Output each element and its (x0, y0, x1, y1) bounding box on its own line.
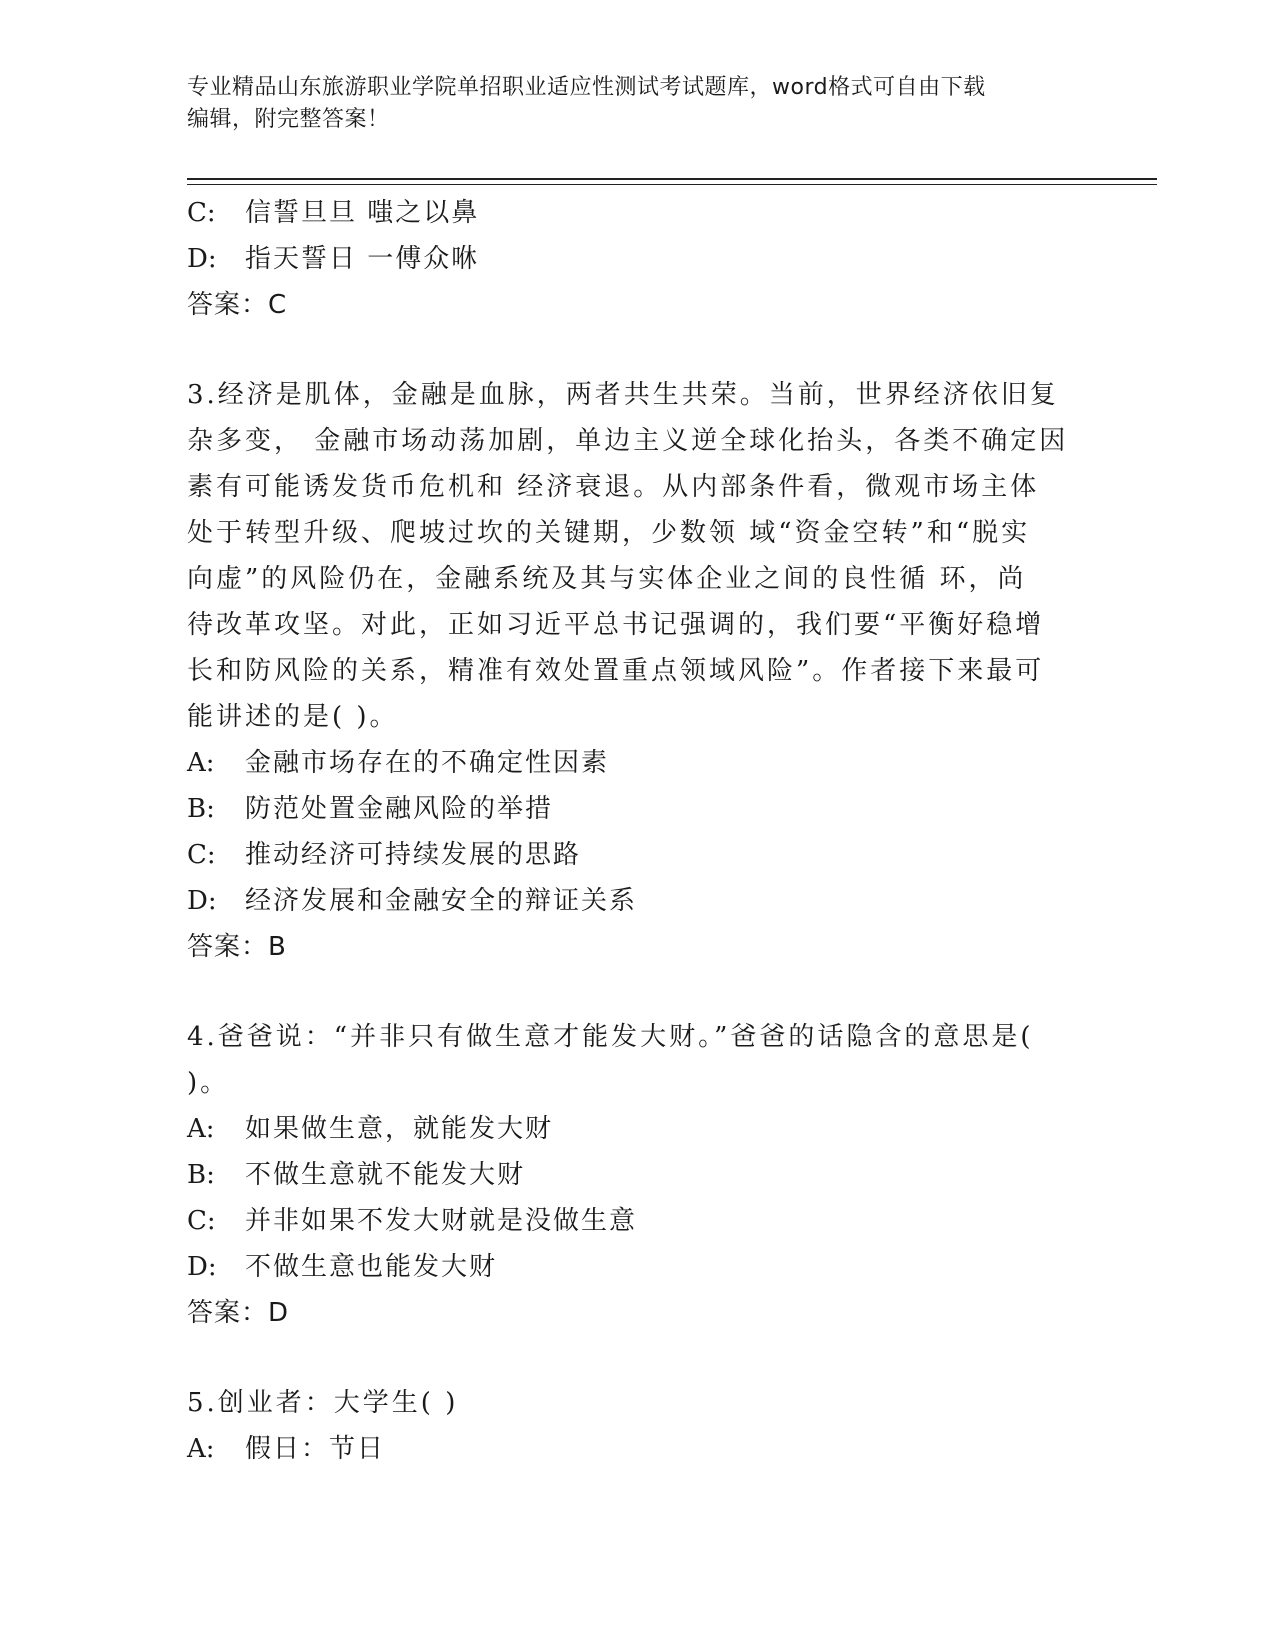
answer-line: 答案：D (187, 1298, 290, 1328)
option-text: 如果做生意，就能发大财 (245, 1114, 554, 1144)
option-key: D: (187, 1252, 217, 1282)
option-key: C: (187, 1206, 216, 1236)
option-key: A: (187, 1114, 215, 1144)
header-divider-thick (187, 178, 1157, 180)
option-c (187, 832, 1087, 878)
option-text: 推动经济可持续发展的思路 (245, 840, 582, 870)
partial-question (187, 190, 1087, 328)
option-key: B: (187, 794, 215, 824)
question-stem (187, 372, 1087, 740)
answer-line: 答案：C (187, 290, 288, 320)
option-text: 不做生意也能发大财 (245, 1252, 498, 1282)
spacer (187, 1336, 1087, 1380)
option-b (187, 786, 1087, 832)
header-line-1: 专业精品山东旅游职业学院单招职业适应性测试考试题库，word格式可自由下载 (187, 75, 986, 100)
option-a (187, 1106, 1087, 1152)
question-text-line: 能讲述的是( )。 (187, 702, 399, 732)
question-text-line: 3.经济是肌体，金融是血脉，两者共生共荣。当前，世界经济依旧复 (187, 380, 1059, 410)
option-text: 金融市场存在的不确定性因素 (245, 748, 610, 778)
option-d (187, 236, 1087, 282)
option-key: B: (187, 1160, 215, 1190)
option-text: 防范处置金融风险的举措 (245, 794, 554, 824)
question-text-line: 长和防风险的关系，精准有效处置重点领域风险”。作者接下来最可 (187, 656, 1045, 686)
answer-line: 答案：B (187, 932, 287, 962)
option-key: C: (187, 840, 216, 870)
option-text: 信誓旦旦 嗤之以鼻 (245, 198, 480, 228)
question-stem (187, 1380, 1087, 1426)
header-line-2: 编辑，附完整答案！ (187, 107, 390, 132)
header-divider-thin (187, 184, 1157, 185)
question-5 (187, 1380, 1087, 1472)
option-b (187, 1152, 1087, 1198)
option-key: A: (187, 748, 215, 778)
spacer (187, 970, 1087, 1014)
document-header (187, 72, 1067, 136)
option-key: D: (187, 244, 217, 274)
option-key: C: (187, 198, 216, 228)
question-text-line: 向虚”的风险仍在，金融系统及其与实体企业之间的良性循 环，尚 (187, 564, 1027, 594)
question-text-line: 4.爸爸说：“并非只有做生意才能发大财。”爸爸的话隐含的意思是( (187, 1022, 1034, 1052)
option-c (187, 190, 1087, 236)
question-text-line: 待改革攻坚。对此，正如习近平总书记强调的，我们要“平衡好稳增 (187, 610, 1045, 640)
option-d (187, 878, 1087, 924)
option-text: 假日：节日 (245, 1434, 386, 1464)
question-text-line: )。 (187, 1068, 230, 1098)
question-text-line: 处于转型升级、爬坡过坎的关键期，少数领 域“资金空转”和“脱实 (187, 518, 1031, 548)
option-text: 指天誓日 一傅众咻 (245, 244, 480, 274)
question-3 (187, 372, 1087, 970)
question-text-line: 素有可能诱发货币危机和 经济衰退。从内部条件看，微观市场主体 (187, 472, 1040, 502)
option-c (187, 1198, 1087, 1244)
option-a (187, 740, 1087, 786)
option-d (187, 1244, 1087, 1290)
option-text: 经济发展和金融安全的辩证关系 (245, 886, 638, 916)
option-key: A: (187, 1434, 215, 1464)
question-stem (187, 1014, 1087, 1106)
document-body (187, 190, 1087, 1472)
option-text: 不做生意就不能发大财 (245, 1160, 526, 1190)
spacer (187, 328, 1087, 372)
option-key: D: (187, 886, 217, 916)
question-text-line: 5.创业者：大学生( ) (187, 1388, 459, 1418)
option-a (187, 1426, 1087, 1472)
option-text: 并非如果不发大财就是没做生意 (245, 1206, 638, 1236)
question-text-line: 杂多变， 金融市场动荡加剧，单边主义逆全球化抬头，各类不确定因 (187, 426, 1069, 456)
question-4 (187, 1014, 1087, 1336)
